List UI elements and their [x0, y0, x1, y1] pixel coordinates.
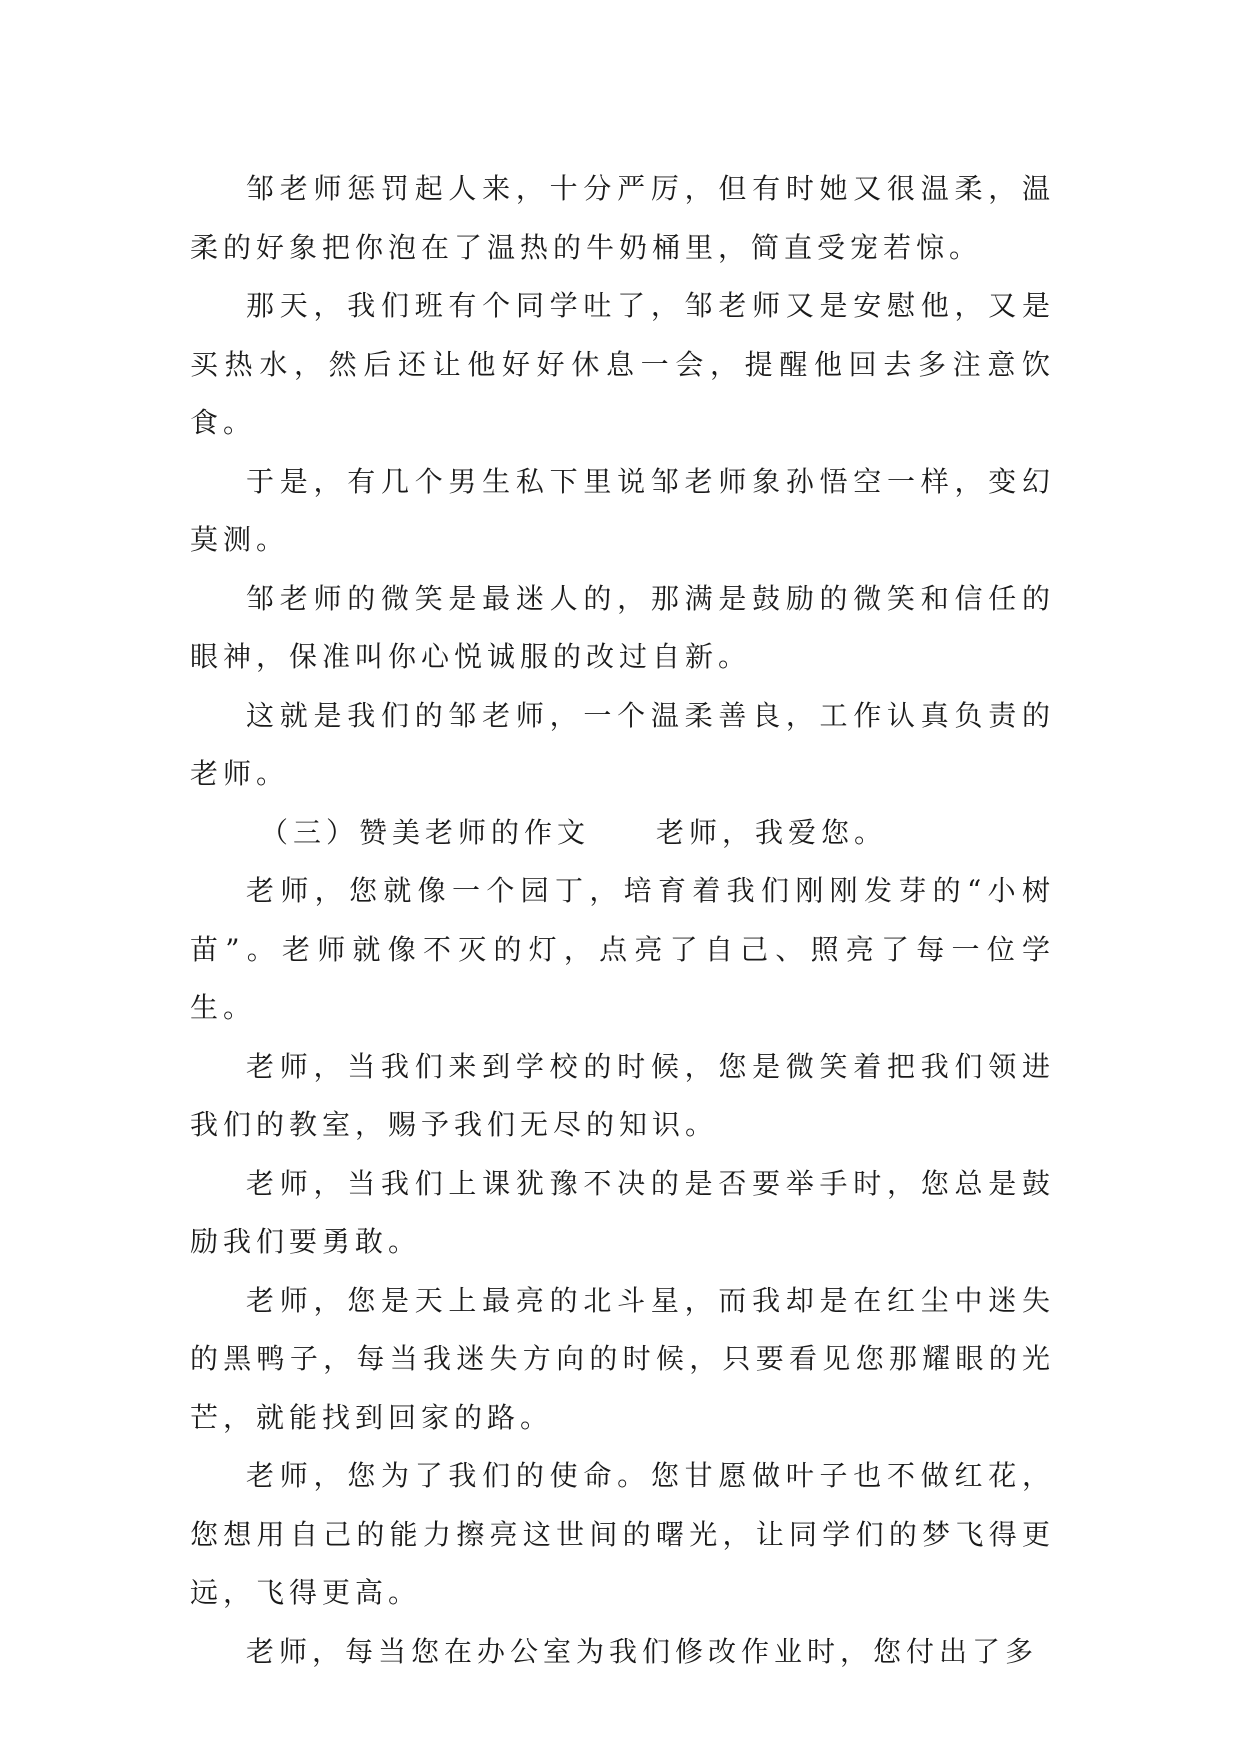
- paragraph: 这就是我们的邹老师，一个温柔善良，工作认真负责的老师。: [190, 698, 1055, 790]
- paragraph: 邹老师的微笑是最迷人的，那满是鼓励的微笑和信任的眼神，保准叫你心悦诚服的改过自新。: [190, 581, 1055, 673]
- paragraph: 老师，每当您在办公室为我们修改作业时，您付出了多: [246, 1634, 1039, 1668]
- paragraph: 老师，您为了我们的使命。您甘愿做叶子也不做红花，您想用自己的能力擦亮这世间的曙光，让同学们的梦飞得更远，飞得更高。: [190, 1459, 1055, 1609]
- paragraph: 邹老师惩罚起人来，十分严厉，但有时她又很温柔，温柔的好象把你泡在了温热的牛奶桶里，简直受宠若惊。: [190, 172, 1055, 264]
- paragraph: 老师，当我们来到学校的时候，您是微笑着把我们领进我们的教室，赐予我们无尽的知识。: [190, 1049, 1055, 1141]
- paragraph: 于是，有几个男生私下里说邹老师象孙悟空一样，变幻莫测。: [190, 464, 1055, 556]
- paragraph: 老师，您就像一个园丁，培育着我们刚刚发芽的“小树苗”。老师就像不灭的灯，点亮了自己、照亮了每一位学生。: [190, 874, 1055, 1024]
- paragraph: 老师，您是天上最亮的北斗星，而我却是在红尘中迷失的黑鸭子，每当我迷失方向的时候，只要看见您那耀眼的光芒，就能找到回家的路。: [190, 1283, 1055, 1434]
- document-body: [190, 160, 1055, 1681]
- paragraph: 那天，我们班有个同学吐了，邹老师又是安慰他，又是买热水，然后还让他好好休息一会，提醒他回去多注意饮食。: [190, 289, 1055, 439]
- paragraph: 老师，当我们上课犹豫不决的是否要举手时，您总是鼓励我们要勇敢。: [190, 1166, 1055, 1258]
- section-heading: （三）赞美老师的作文 老师，我爱您。: [260, 815, 888, 849]
